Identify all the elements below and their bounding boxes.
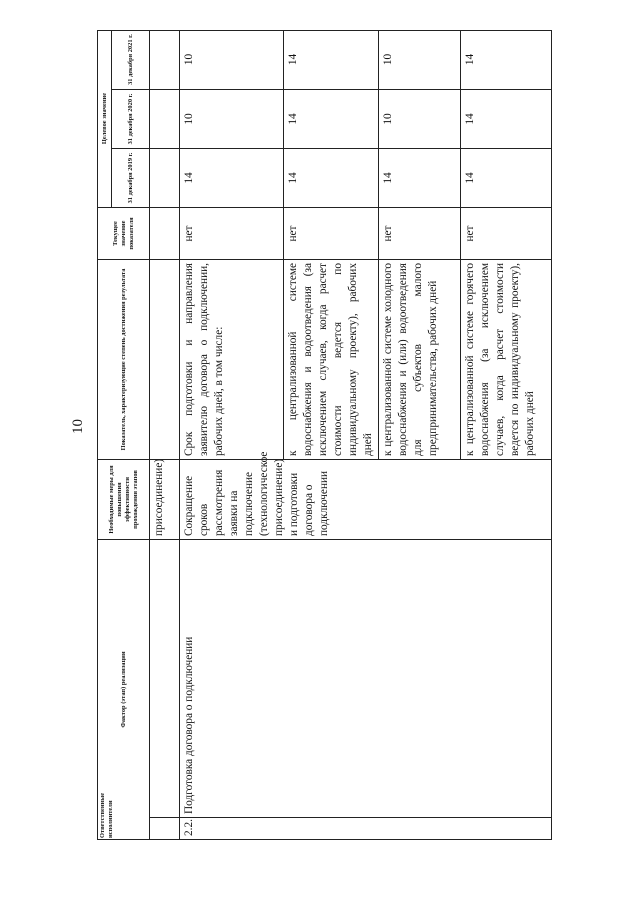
indicator-3-current: нет [378, 208, 460, 260]
indicator-2-current: нет [283, 208, 378, 260]
row-measures: Сокращение сроков рассмотрения заявки на подключение (технологическое присоединение) и подготовки договора о подключении [179, 460, 552, 540]
indicator-2-text: к централизованной системе водоснабжения и водоотведения (за исключением случаев, когда расчет стоимости ведется по индивидуальному проекту), рабочих дней [283, 260, 378, 460]
header-date-2021: 31 декабря 2021 г. [111, 30, 149, 90]
header-current-value: Текущее значение показателя [97, 208, 149, 260]
header-measures: Необходимые меры для повышения эффективности прохождения этапов [97, 460, 149, 540]
header-responsible: Ответственные исполнители [99, 792, 114, 838]
header-date-2019: 31 декабря 2019 г. [111, 149, 149, 208]
indicator-1-2020: 10 [179, 90, 283, 149]
table-border-bottom [551, 30, 552, 840]
indicator-2-2020: 14 [283, 90, 378, 149]
header-target-value: Целевое значение [97, 30, 111, 208]
continuation-2019 [149, 149, 179, 208]
table-border-right [97, 30, 552, 31]
continuation-2021 [149, 30, 179, 90]
header-date-2020: 31 декабря 2020 г. [111, 90, 149, 149]
row-factor: Подготовка договора о подключении [179, 540, 552, 818]
indicator-4-text: к централизованной системе горячего водоснабжения (за исключением случаев, когда расчет стоимости ведется по индивидуальному проекту), рабочих дней [460, 260, 552, 460]
continuation-2020 [149, 90, 179, 149]
indicator-1-2019: 14 [179, 149, 283, 208]
indicator-3-2019: 14 [378, 149, 460, 208]
indicator-3-2020: 10 [378, 90, 460, 149]
indicator-1-2021: 10 [179, 30, 283, 90]
continuation-measures: присоединение) [149, 460, 179, 540]
indicator-3-text: к централизованной системе холодного водоснабжения и (или) водоотведения для субъектов малого предпринимательства, рабочих дней [378, 260, 460, 460]
indicator-2-2019: 14 [283, 149, 378, 208]
indicator-4-2020: 14 [460, 90, 552, 149]
indicator-3-2021: 10 [378, 30, 460, 90]
header-factor: Фактор (этап) реализации [97, 540, 149, 840]
indicator-1-text: Срок подготовки и направления заявителю договора о подключении, рабочих дней, в том числе: [179, 260, 283, 460]
page-number: 10 [70, 419, 86, 434]
indicator-4-2019: 14 [460, 149, 552, 208]
indicator-4-2021: 14 [460, 30, 552, 90]
row-number: 2.2. [179, 818, 552, 840]
indicator-2-2021: 14 [283, 30, 378, 90]
indicator-1-current: нет [179, 208, 283, 260]
continuation-current [149, 208, 179, 260]
header-indicator: Показатель, характеризующие степень достижения результата [97, 260, 149, 460]
indicator-4-current: нет [460, 208, 552, 260]
